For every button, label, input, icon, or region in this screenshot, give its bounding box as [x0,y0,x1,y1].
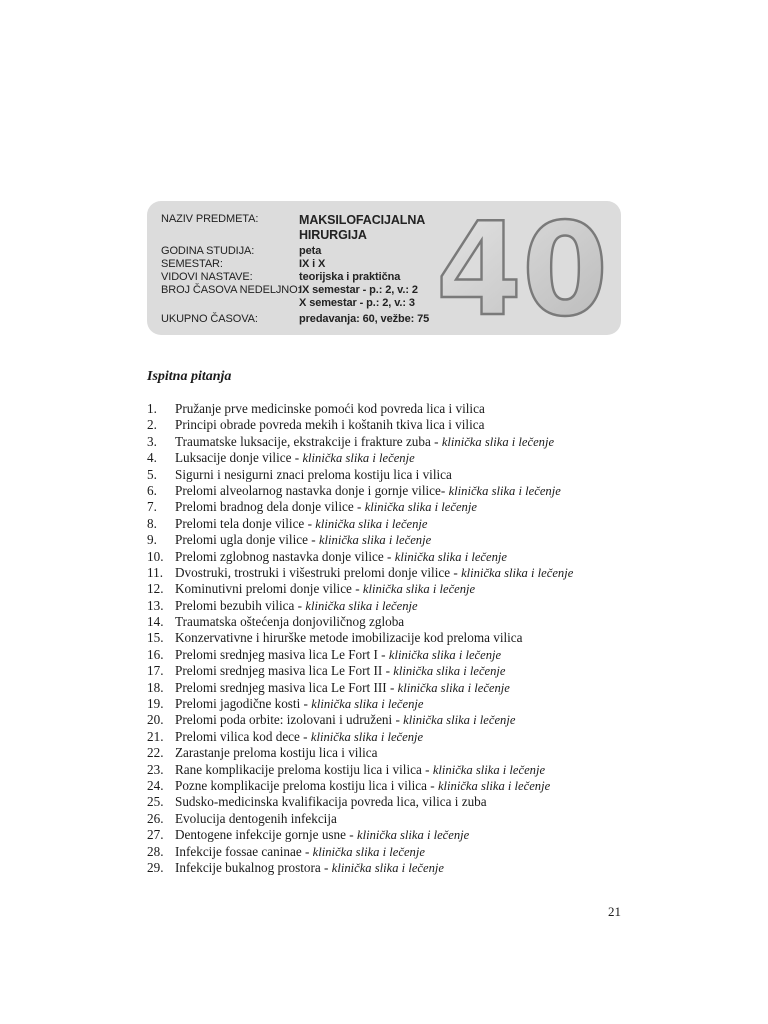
question-main-text: Konzervativne i hirurške metode imobilizacije kod preloma vilica [175,630,523,646]
question-suffix: klinička slika i lečenje [315,516,428,531]
question-suffix: klinička slika i lečenje [302,451,415,466]
question-text [175,745,378,761]
question-text [175,860,444,876]
question-text [175,516,428,532]
info-value-title-line1: MAKSILOFACIJALNA [299,213,426,227]
question-main-text: Kominutivni prelomi donje vilice - [175,581,363,597]
info-label: SEMESTAR: [161,258,223,270]
question-number: 17. [147,663,164,679]
question-number: 24. [147,777,164,793]
question-number: 8. [147,515,157,531]
question-suffix: klinička slika i lečenje [388,647,502,662]
question-main-text: Sudsko-medicinska kvalifikacija povreda lica, vilica i zuba [175,794,487,810]
question-suffix: klinička slika i lečenje [362,582,476,597]
question-number: 4. [147,450,157,466]
question-main-text: Prelomi vilica kod dece - [175,728,311,744]
question-text [175,401,485,417]
question-text [175,647,501,663]
question-suffix: klinička slika i lečenje [437,778,551,793]
info-value-title-line2: HIRURGIJA [299,228,367,242]
question-text [175,614,404,630]
question-suffix: klinička slika i lečenje [310,729,424,744]
question-main-text: Prelomi bradnog dela donje vilice - [175,499,365,515]
question-number: 12. [147,581,164,597]
question-text [175,532,431,548]
question-main-text: Principi obrade povreda mekih i koštanih tkiva lica i vilica [175,417,485,433]
question-suffix: klinička slika i lečenje [311,697,424,712]
question-main-text: Traumatske luksacije, ekstrakcije i frakture zuba - [175,433,442,449]
question-number: 20. [147,712,164,728]
page-number: 21 [608,904,621,919]
info-value: predavanja: 60, vežbe: 75 [299,313,430,325]
question-number: 19. [147,696,164,712]
question-text [175,794,487,810]
question-number: 7. [147,499,157,515]
info-label: GODINA STUDIJA: [161,245,255,257]
info-label: NAZIV PREDMETA: [161,213,259,225]
question-number: 2. [147,417,157,433]
question-text [175,483,561,499]
question-main-text: Prelomi srednjeg masiva lica Le Fort III - [175,679,398,695]
question-suffix: klinička slika i lečenje [331,860,444,875]
question-text [175,696,424,712]
question-main-text: Prelomi ugla donje vilice - [175,532,319,548]
question-main-text: Prelomi alveolarnog nastavka donje i gornje vilice- [175,482,449,498]
question-main-text: Zarastanje preloma kostiju lica i vilica [175,745,378,761]
question-text [175,762,545,778]
question-text [175,778,550,794]
question-number: 27. [147,827,164,843]
question-text [175,434,554,450]
question-text [175,581,475,597]
question-text [175,467,452,483]
question-number: 21. [147,728,164,744]
question-main-text: Infekcije fossae caninae - [175,843,313,859]
question-number: 25. [147,794,164,810]
question-number: 28. [147,843,164,859]
info-label: BROJ ČASOVA NEDELJNO: [161,284,301,296]
question-text [175,844,425,860]
question-text [175,499,477,515]
question-suffix: klinička slika i lečenje [394,549,507,564]
question-main-text: Pružanje prve medicinske pomoći kod povreda lica i vilica [175,401,485,416]
question-number: 9. [147,532,157,548]
question-text [175,811,337,827]
question-main-text: Prelomi tela donje vilice - [175,515,316,531]
question-main-text: Prelomi srednjeg masiva lica Le Fort I - [175,646,389,662]
info-label: VIDOVI NASTAVE: [161,271,253,283]
question-number: 29. [147,859,164,875]
question-main-text: Luksacije donje vilice - [175,450,303,466]
question-number: 10. [147,548,164,564]
question-suffix: klinička slika i lečenje [448,483,561,498]
question-main-text: Sigurni i nesigurni znaci preloma kostiju lica i vilica [175,466,452,482]
question-text [175,417,484,433]
question-suffix: klinička slika i lečenje [312,844,425,859]
question-suffix: klinička slika i lečenje [305,598,418,613]
question-text [175,663,506,679]
course-number-graphic [434,210,614,326]
info-value: teorijska i praktična [299,271,401,283]
question-text [175,630,523,646]
question-text [175,549,507,565]
question-number: 23. [147,761,164,777]
info-value: peta [299,245,322,257]
info-label: UKUPNO ČASOVA: [161,313,258,325]
question-main-text: Rane komplikacije preloma kostiju lica i vilica - [175,761,433,777]
question-main-text: Infekcije bukalnog prostora - [175,859,332,875]
info-value: X semestar - p.: 2, v.: 3 [299,297,415,309]
question-main-text: Pozne komplikacije preloma kostiju lica i vilica - [175,777,438,793]
question-number: 3. [147,433,157,449]
question-main-text: Dvostruki, trostruki i višestruki prelomi donje vilice - [175,564,462,580]
question-text [175,598,418,614]
question-number: 26. [147,810,164,826]
info-value: IX semestar - p.: 2, v.: 2 [299,284,418,296]
info-value: IX i X [299,258,326,270]
question-main-text: Prelomi zglobnog nastavka donje vilice - [175,548,395,564]
question-suffix: klinička slika i lečenje [318,533,432,548]
question-number: 5. [147,466,157,482]
question-suffix: klinička slika i lečenje [393,664,506,679]
question-text [175,712,515,728]
question-number: 14. [147,614,164,630]
question-suffix: klinička slika i lečenje [357,828,470,843]
question-number: 18. [147,679,164,695]
question-text [175,450,415,466]
question-text [175,565,573,581]
question-main-text: Prelomi srednjeg masiva lica Le Fort II - [175,663,394,679]
question-main-text: Prelomi jagodične kosti - [175,696,312,712]
question-number: 1. [147,401,157,416]
question-number: 22. [147,745,164,761]
question-main-text: Traumatska oštećenja donjoviličnog zgloba [175,614,405,630]
question-text [175,680,510,696]
question-suffix: klinička slika i lečenje [403,713,516,728]
question-main-text: Dentogene infekcije gornje usne - [175,827,357,843]
course-number: 40 [436,210,608,326]
section-title: Ispitna pitanja [147,369,232,384]
question-suffix: klinička slika i lečenje [397,680,510,695]
question-main-text: Prelomi bezubih vilica - [175,597,306,613]
question-number: 11. [147,564,163,580]
question-number: 13. [147,597,164,613]
question-main-text: Prelomi poda orbite: izolovani i udruženi - [175,712,404,728]
question-text [175,827,469,843]
question-suffix: klinička slika i lečenje [432,762,546,777]
question-suffix: klinička slika i lečenje [441,434,555,449]
question-number: 16. [147,646,164,662]
question-text [175,729,423,745]
question-main-text: Evolucija dentogenih infekcija [175,810,337,826]
question-number: 6. [147,482,157,498]
question-suffix: klinička slika i lečenje [364,500,477,515]
question-number: 15. [147,630,164,646]
question-suffix: klinička slika i lečenje [461,565,574,580]
